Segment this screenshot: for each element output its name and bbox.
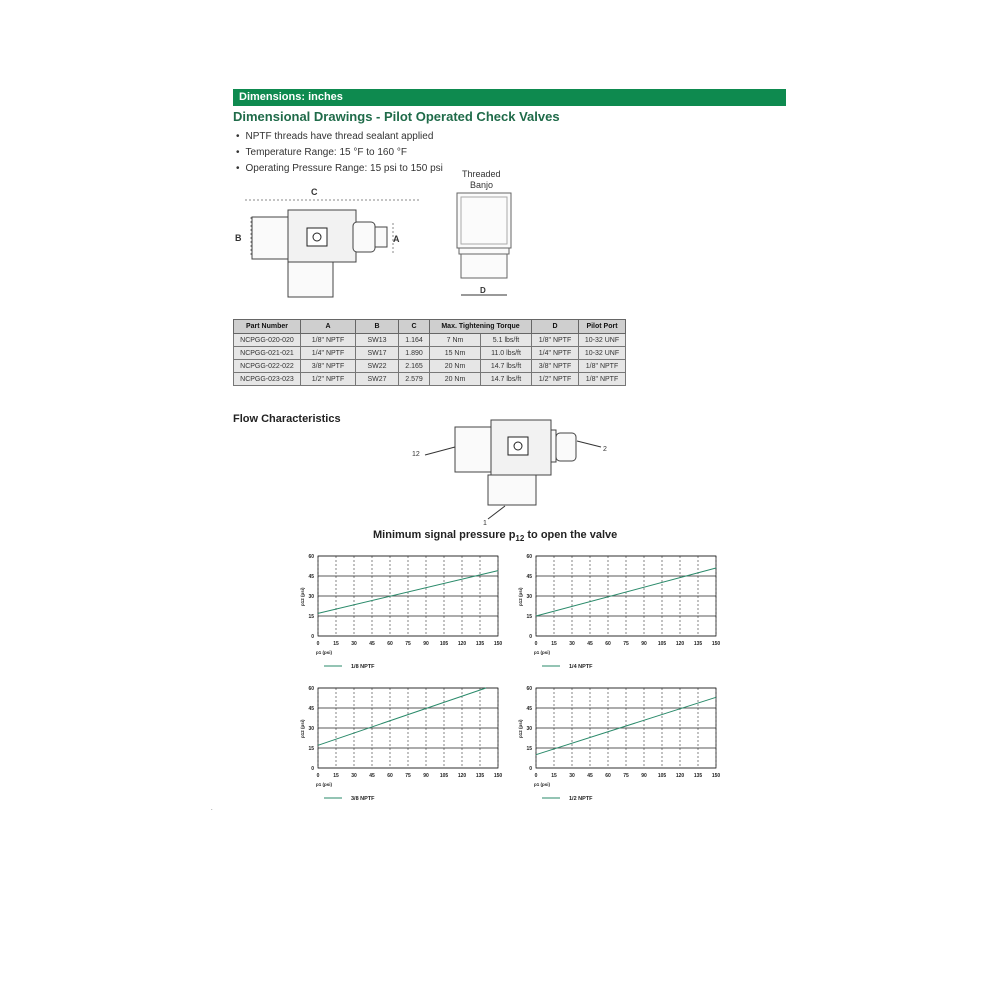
- bullet-item: • Temperature Range: 15 °F to 160 °F: [236, 145, 443, 161]
- x-tick-label: 90: [423, 773, 429, 779]
- y-tick-label: 0: [529, 634, 532, 640]
- table-cell: 1/4" NPTF: [301, 347, 356, 360]
- x-tick-label: 30: [351, 641, 357, 647]
- y-tick-label: 0: [311, 634, 314, 640]
- table-cell: 3/8" NPTF: [301, 360, 356, 373]
- y-tick-label: 60: [308, 686, 314, 692]
- col-header: Part Number: [234, 320, 301, 334]
- x-tick-label: 15: [333, 641, 339, 647]
- table-cell: 14.7 lbs/ft: [481, 360, 532, 373]
- y-tick-label: 15: [526, 614, 532, 620]
- table-cell: SW27: [356, 373, 399, 386]
- table-cell: 2.165: [399, 360, 430, 373]
- x-tick-label: 0: [316, 773, 320, 779]
- table-cell: 7 Nm: [430, 334, 481, 347]
- y-axis-label: p12 (psi): [300, 719, 305, 738]
- x-tick-label: 45: [587, 773, 593, 779]
- y-axis-label: p12 (psi): [518, 587, 523, 606]
- x-tick-label: 90: [641, 641, 647, 647]
- pressure-chart-1-8: [296, 550, 508, 676]
- y-tick-label: 15: [526, 746, 532, 752]
- x-axis-label: p1 (psi): [534, 650, 551, 655]
- y-tick-label: 45: [526, 706, 532, 712]
- table-cell: 11.0 lbs/ft: [481, 347, 532, 360]
- x-tick-label: 90: [641, 773, 647, 779]
- x-tick-label: 0: [534, 641, 538, 647]
- x-tick-label: 30: [351, 773, 357, 779]
- x-tick-label: 75: [623, 641, 629, 647]
- table-cell: 20 Nm: [430, 373, 481, 386]
- x-tick-label: 90: [423, 641, 429, 647]
- x-tick-label: 120: [675, 773, 685, 779]
- table-row: [234, 334, 626, 347]
- x-tick-label: 150: [493, 773, 503, 779]
- port-label-1: 1: [483, 520, 487, 527]
- y-tick-label: 15: [308, 746, 314, 752]
- charts-title: [373, 529, 617, 543]
- y-tick-label: 45: [308, 706, 314, 712]
- col-header: Pilot Port: [579, 320, 626, 334]
- table-cell: 1/2" NPTF: [301, 373, 356, 386]
- table-cell: 1/8" NPTF: [532, 334, 579, 347]
- x-tick-label: 135: [693, 773, 703, 779]
- table-cell: 1/8" NPTF: [579, 373, 626, 386]
- table-cell: SW13: [356, 334, 399, 347]
- y-tick-label: 60: [526, 554, 532, 560]
- table-cell: 15 Nm: [430, 347, 481, 360]
- y-tick-label: 15: [308, 614, 314, 620]
- col-header: Max. Tightening Torque: [430, 320, 532, 334]
- dim-label-a: A: [393, 234, 400, 244]
- x-tick-label: 105: [439, 641, 449, 647]
- dim-label-b: B: [235, 233, 242, 243]
- table-row: [234, 360, 626, 373]
- col-header: B: [356, 320, 399, 334]
- x-axis-label: p1 (psi): [316, 650, 333, 655]
- flow-valve-drawing: [405, 415, 615, 530]
- x-tick-label: 120: [457, 641, 467, 647]
- table-cell: SW22: [356, 360, 399, 373]
- table-cell: 14.7 lbs/ft: [481, 373, 532, 386]
- charts-title-sub: 12: [515, 534, 525, 544]
- x-tick-label: 60: [387, 641, 393, 647]
- series-line: [318, 688, 486, 745]
- table-row: [234, 347, 626, 360]
- charts-title-text: Minimum signal pressure p: [373, 529, 516, 541]
- dimensions-banner: Dimensions: inches: [233, 89, 786, 106]
- x-tick-label: 45: [369, 773, 375, 779]
- x-tick-label: 135: [475, 641, 485, 647]
- table-cell: 3/8" NPTF: [532, 360, 579, 373]
- table-row: [234, 373, 626, 386]
- charts-title-suffix: to open the valve: [524, 529, 618, 541]
- x-tick-label: 75: [623, 773, 629, 779]
- x-tick-label: 30: [569, 773, 575, 779]
- y-tick-label: 45: [526, 574, 532, 580]
- table-cell: NCPGG-021-021: [234, 347, 301, 360]
- x-tick-label: 120: [457, 773, 467, 779]
- x-tick-label: 150: [711, 773, 721, 779]
- pressure-chart-3-8: [296, 682, 508, 808]
- flow-characteristics-heading: Flow Characteristics: [233, 413, 341, 425]
- dim-label-c: C: [311, 187, 318, 197]
- x-tick-label: 150: [711, 641, 721, 647]
- table-cell: 1/8" NPTF: [579, 360, 626, 373]
- table-header-row: [234, 320, 626, 334]
- pressure-chart-1-4: [514, 550, 726, 676]
- x-axis-label: p1 (psi): [534, 782, 551, 787]
- table-cell: 1/4" NPTF: [532, 347, 579, 360]
- table-cell: 5.1 lbs/ft: [481, 334, 532, 347]
- y-tick-label: 30: [526, 726, 532, 732]
- x-tick-label: 60: [605, 773, 611, 779]
- bullet-item: • NPTF threads have thread sealant applied: [236, 129, 443, 145]
- page-title: Dimensional Drawings - Pilot Operated Check Valves: [233, 109, 560, 124]
- table-cell: NCPGG-020-020: [234, 334, 301, 347]
- table-cell: 10-32 UNF: [579, 347, 626, 360]
- y-tick-label: 60: [526, 686, 532, 692]
- table-cell: SW17: [356, 347, 399, 360]
- table-cell: 10-32 UNF: [579, 334, 626, 347]
- legend-label: 1/2 NPTF: [569, 796, 593, 802]
- port-label-2: 2: [603, 446, 607, 453]
- col-header: A: [301, 320, 356, 334]
- x-tick-label: 30: [569, 641, 575, 647]
- table-cell: 1/2" NPTF: [532, 373, 579, 386]
- table-cell: 1/8" NPTF: [301, 334, 356, 347]
- table-cell: 20 Nm: [430, 360, 481, 373]
- table-cell: 2.579: [399, 373, 430, 386]
- x-tick-label: 135: [693, 641, 703, 647]
- x-tick-label: 15: [551, 773, 557, 779]
- x-tick-label: 105: [657, 773, 667, 779]
- x-tick-label: 150: [493, 641, 503, 647]
- x-tick-label: 105: [439, 773, 449, 779]
- x-tick-label: 75: [405, 641, 411, 647]
- stray-mark: .: [211, 806, 213, 812]
- banjo-label-1: Threaded: [462, 169, 501, 179]
- x-tick-label: 45: [587, 641, 593, 647]
- x-tick-label: 120: [675, 641, 685, 647]
- y-tick-label: 60: [308, 554, 314, 560]
- col-header: C: [399, 320, 430, 334]
- x-tick-label: 105: [657, 641, 667, 647]
- col-header: D: [532, 320, 579, 334]
- y-axis-label: p12 (psi): [300, 587, 305, 606]
- bullet-item: • Operating Pressure Range: 15 psi to 150 psi: [236, 161, 443, 177]
- x-tick-label: 75: [405, 773, 411, 779]
- valve-dimension-drawing: [225, 165, 535, 310]
- banjo-label-2: Banjo: [470, 180, 494, 190]
- y-tick-label: 30: [526, 594, 532, 600]
- x-tick-label: 60: [605, 641, 611, 647]
- legend-label: 3/8 NPTF: [351, 796, 375, 802]
- legend-label: 1/8 NPTF: [351, 664, 375, 670]
- table-cell: NCPGG-022-022: [234, 360, 301, 373]
- dimensions-table: [233, 319, 626, 386]
- table-cell: NCPGG-023-023: [234, 373, 301, 386]
- legend-label: 1/4 NPTF: [569, 664, 593, 670]
- x-tick-label: 135: [475, 773, 485, 779]
- y-tick-label: 0: [311, 766, 314, 772]
- y-tick-label: 0: [529, 766, 532, 772]
- x-tick-label: 60: [387, 773, 393, 779]
- y-tick-label: 30: [308, 726, 314, 732]
- pressure-chart-1-2: [514, 682, 726, 808]
- y-axis-label: p12 (psi): [518, 719, 523, 738]
- x-tick-label: 15: [551, 641, 557, 647]
- y-tick-label: 30: [308, 594, 314, 600]
- x-axis-label: p1 (psi): [316, 782, 333, 787]
- dim-label-d: D: [480, 286, 486, 295]
- x-tick-label: 45: [369, 641, 375, 647]
- x-tick-label: 15: [333, 773, 339, 779]
- x-tick-label: 0: [534, 773, 538, 779]
- port-label-12: 12: [412, 451, 420, 458]
- x-tick-label: 0: [316, 641, 320, 647]
- table-cell: 1.164: [399, 334, 430, 347]
- y-tick-label: 45: [308, 574, 314, 580]
- table-cell: 1.890: [399, 347, 430, 360]
